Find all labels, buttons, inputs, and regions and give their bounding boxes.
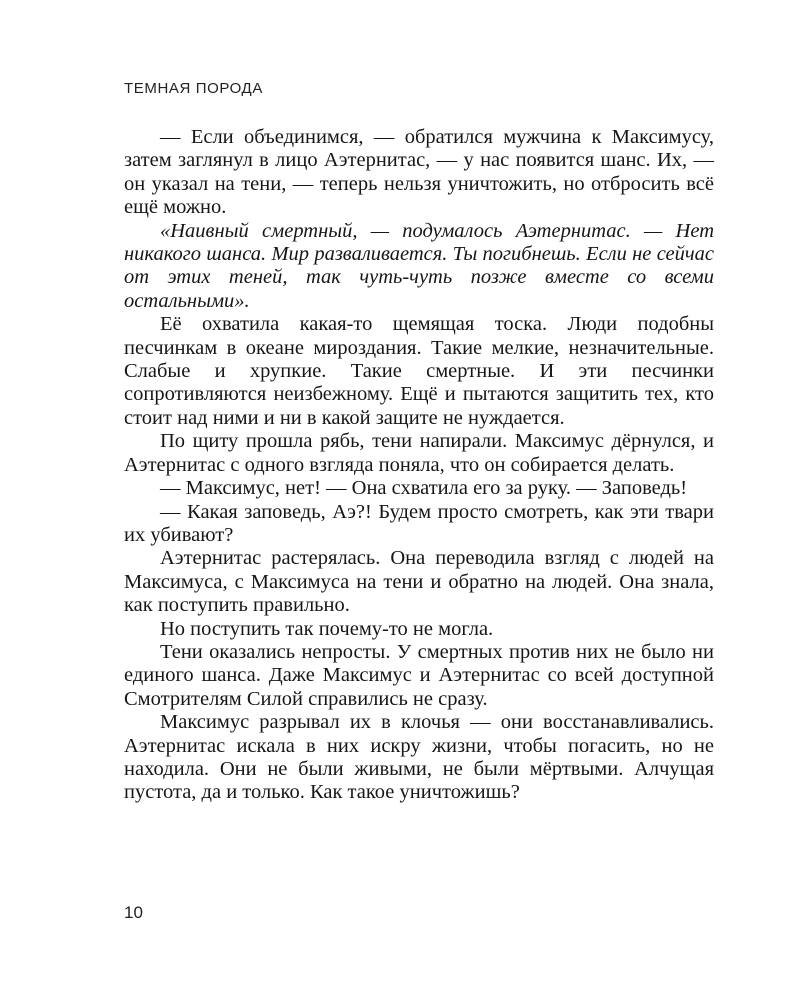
paragraph: Её охватила какая-то щемящая тоска. Люди подобны песчинкам в океане мироздания. Такие мелкие, незначительные. Слабые и хрупкие. Такие смертные. И эти песчинки сопротивляются неизбежному. Ещё и пытаются защитить тех, кто стоит над ними и ни в какой защите не нуждается.	[124, 313, 714, 429]
paragraph: По щиту прошла рябь, тени напирали. Максимус дёрнулся, и Аэтернитас с одного взгляда поняла, что он собирается делать.	[124, 430, 714, 476]
paragraph: Максимус разрывал их в клочья — они восстанавливались. Аэтернитас искала в них искру жизни, чтобы погасить, но не находила. Они не были живыми, не были мёртвыми. Алчущая пустота, да и только. Как такое уничтожишь?	[124, 711, 714, 804]
paragraph: Тени оказались непросты. У смертных против них не было ни единого шанса. Даже Максимус и Аэтернитас со всей доступной Смотрителям Силой справились не сразу.	[124, 640, 714, 710]
paragraph-italic: «Наивный смертный, — подумалось Аэтернитас. — Нет никакого шанса. Мир разваливается. Ты погибнешь. Если не сейчас от этих теней, так чуть-чуть позже вместе со всеми остальными».	[124, 219, 714, 312]
paragraph: — Если объединимся, — обратился мужчина к Максимусу, затем заглянул в лицо Аэтернитас, — у нас появится шанс. Их, — он указал на тени, — теперь нельзя уничтожить, но отбросить всё ещё можно.	[124, 126, 714, 219]
body-text	[124, 126, 714, 805]
running-head: ТЕМНАЯ ПОРОДА	[124, 80, 263, 97]
paragraph: — Максимус, нет! — Она схватила его за руку. — Заповедь!	[160, 477, 688, 500]
paragraph: — Какая заповедь, Аэ?! Будем просто смотреть, как эти твари их убивают?	[124, 500, 714, 546]
paragraph: Аэтернитас растерялась. Она переводила взгляд с людей на Максимуса, с Максимуса на тени и обратно на людей. Она знала, как поступить правильно.	[124, 547, 714, 617]
page-number: 10	[124, 903, 143, 922]
paragraph: Но поступить так почему-то не могла.	[160, 617, 494, 640]
